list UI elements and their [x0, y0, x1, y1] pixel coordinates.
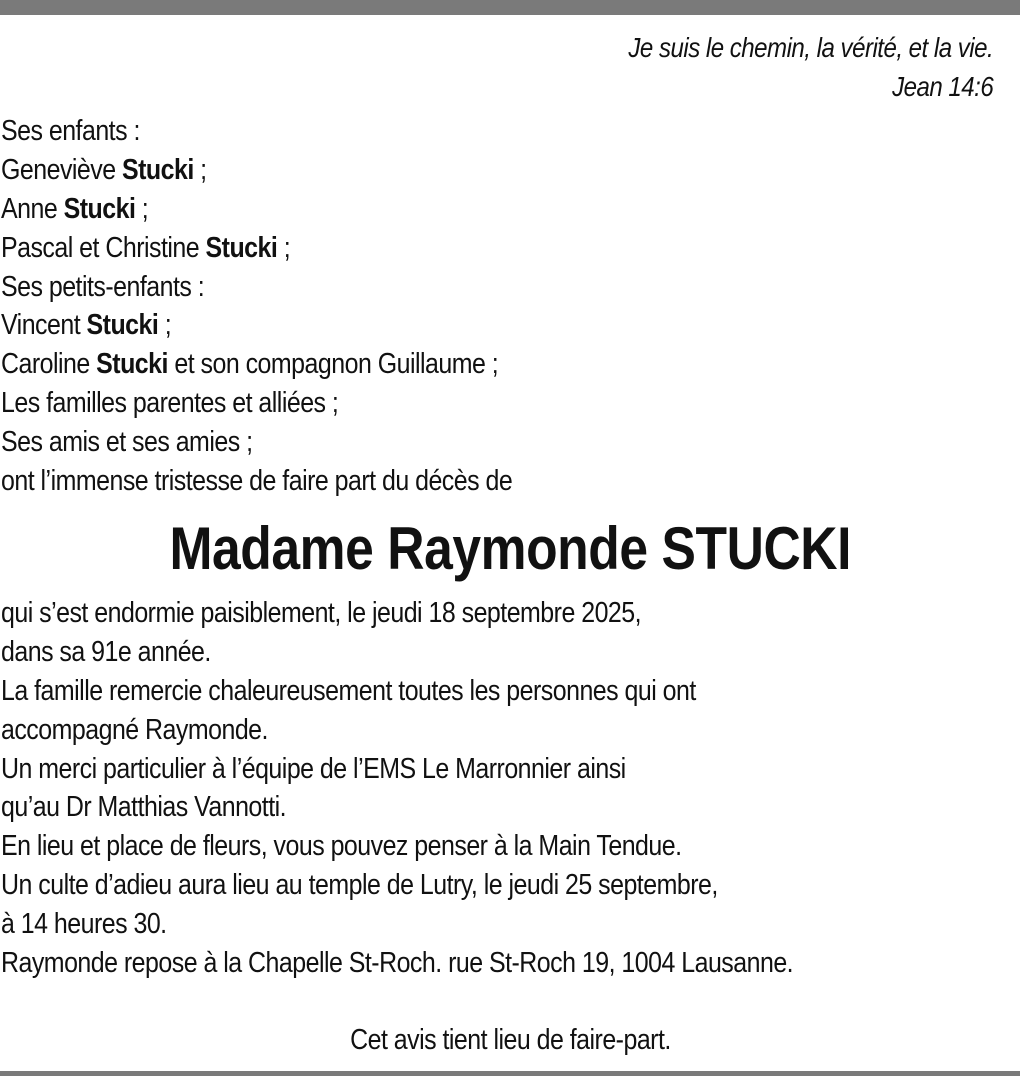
detail-line: Un merci particulier à l’équipe de l’EMS Le Marronnier ainsi — [1, 752, 626, 785]
line-end: ; — [135, 192, 149, 225]
footer-note-text: Cet avis tient lieu de faire-part. — [349, 1024, 671, 1056]
first-name: Geneviève — [1, 153, 123, 186]
line-end: ; — [193, 153, 207, 186]
detail-line: accompagné Raymonde. — [1, 713, 268, 746]
line-end: et son compagnon Guillaume ; — [167, 348, 499, 381]
family-list — [1, 112, 512, 501]
last-name: Stucki — [96, 348, 168, 381]
detail-line: La famille remercie chaleureusement toutes les personnes qui ont — [1, 674, 696, 707]
last-name: Stucki — [205, 231, 278, 264]
family-member-line — [1, 151, 512, 190]
deceased-name-text: Madame Raymonde STUCKI — [169, 515, 851, 582]
detail-line: qu’au Dr Matthias Vannotti. — [1, 791, 287, 824]
first-name: Vincent — [1, 309, 87, 342]
last-name: Stucki — [63, 192, 136, 225]
last-name: Stucki — [86, 309, 159, 342]
announcement-line: ont l’immense tristesse de faire part du décès de — [1, 465, 513, 498]
grandchildren-heading: Ses petits-enfants : — [1, 270, 205, 303]
detail-line: dans sa 91e année. — [1, 635, 211, 668]
relatives-line: Les familles parentes et alliées ; — [1, 387, 339, 420]
children-heading: Ses enfants : — [1, 115, 140, 147]
line-end: ; — [158, 309, 172, 342]
first-name: Pascal et Christine — [1, 231, 206, 264]
last-name: Stucki — [122, 153, 194, 186]
friends-line: Ses amis et ses amies ; — [1, 426, 253, 459]
epigraph-quote: Je suis le chemin, la vérité, et la vie. — [628, 32, 993, 63]
deceased-name — [0, 512, 1020, 586]
footer-note — [0, 1021, 1020, 1059]
family-member-line — [1, 229, 512, 268]
family-member-line — [1, 306, 512, 345]
notice-details — [1, 594, 793, 983]
bottom-divider — [0, 1071, 1020, 1076]
detail-line: En lieu et place de fleurs, vous pouvez penser à la Main Tendue. — [1, 830, 682, 863]
family-member-line — [1, 190, 512, 229]
detail-line: Un culte d’adieu aura lieu au temple de Lutry, le jeudi 25 septembre, — [1, 869, 718, 902]
detail-line: Raymonde repose à la Chapelle St-Roch. rue St-Roch 19, 1004 Lausanne. — [1, 947, 794, 980]
detail-line: à 14 heures 30. — [1, 908, 167, 941]
top-divider — [0, 0, 1020, 15]
first-name: Anne — [1, 192, 64, 225]
epigraph — [628, 28, 993, 106]
first-name: Caroline — [1, 348, 97, 381]
detail-line: qui s’est endormie paisiblement, le jeudi 18 septembre 2025, — [1, 597, 642, 629]
line-end: ; — [277, 231, 291, 264]
epigraph-reference: Jean 14:6 — [891, 71, 993, 102]
family-member-line — [1, 345, 512, 384]
